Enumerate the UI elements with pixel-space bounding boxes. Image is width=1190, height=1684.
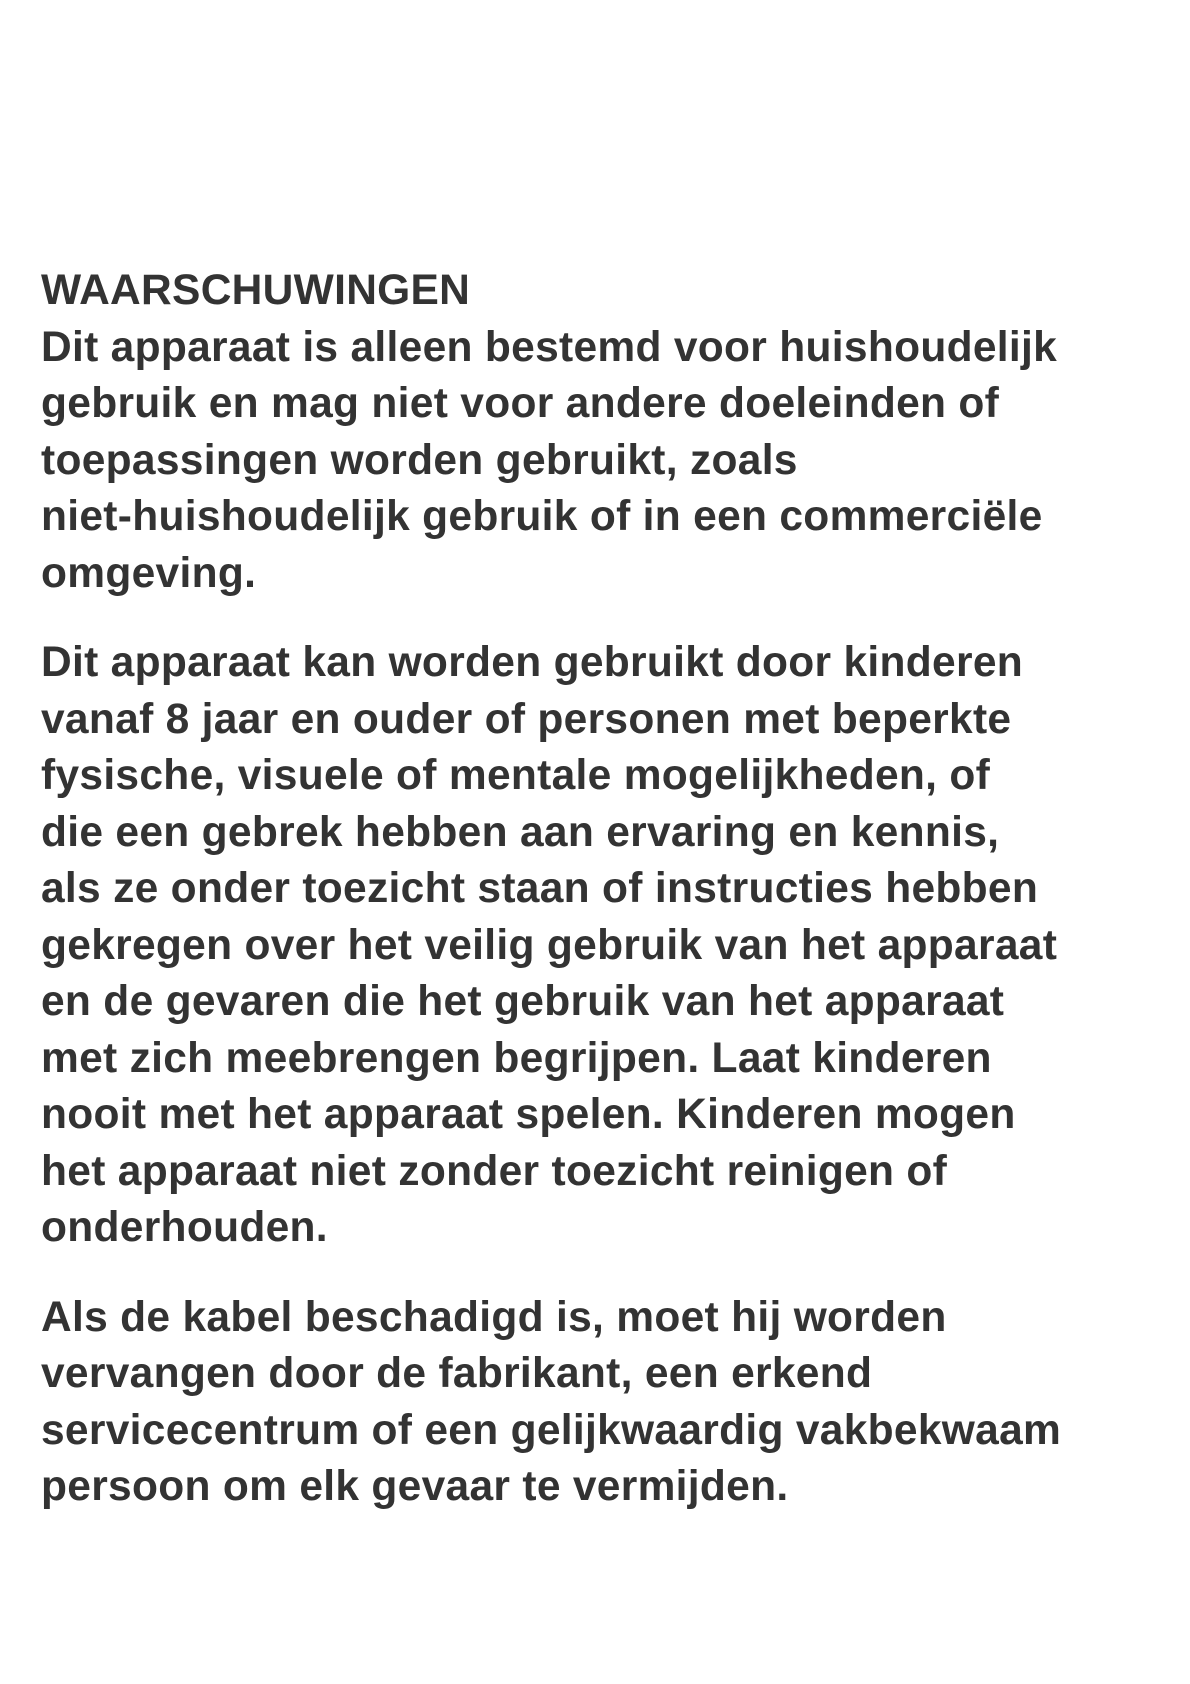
text-line: Dit apparaat kan worden gebruikt door kinderen: [41, 639, 1024, 686]
text-line: het apparaat niet zonder toezicht reinigen of: [41, 1147, 948, 1195]
text-line: vanaf 8 jaar en ouder of personen met beperkte: [41, 695, 1012, 743]
warnings-heading: WAARSCHUWINGEN: [41, 267, 471, 314]
warnings-section: [41, 263, 1151, 1516]
text-line: gekregen over het veilig gebruik van het apparaat: [41, 921, 1058, 969]
text-line: vervangen door de fabrikant, een erkend: [41, 1350, 873, 1397]
text-line: fysische, visuele of mentale mogelijkheden, of: [41, 752, 991, 799]
text-line: niet-huishoudelijk gebruik of in een commerciële: [41, 493, 1043, 540]
text-line: die een gebrek hebben aan ervaring en kennis,: [41, 808, 1000, 856]
text-line: met zich meebrengen begrijpen. Laat kinderen: [41, 1034, 992, 1082]
text-line: servicecentrum of een gelijkwaardig vakbekwaam: [41, 1406, 1062, 1454]
paragraph-damaged-cable: [41, 1290, 1151, 1516]
text-line: omgeving.: [41, 549, 257, 597]
paragraph-household-use: [41, 320, 1151, 603]
text-line: als ze onder toezicht staan of instructies hebben: [41, 865, 1039, 912]
text-line: Dit apparaat is alleen bestemd voor huishoudelijk: [41, 323, 1058, 371]
paragraph-children-supervision: [41, 635, 1151, 1257]
text-line: nooit met het apparaat spelen. Kinderen mogen: [41, 1091, 1016, 1138]
text-line: en de gevaren die het gebruik van het apparaat: [41, 978, 1005, 1025]
text-line: persoon om elk gevaar te vermijden.: [41, 1463, 789, 1510]
text-line: Als de kabel beschadigd is, moet hij worden: [41, 1293, 947, 1341]
text-line: gebruik en mag niet voor andere doeleinden of: [41, 380, 1000, 427]
text-line: onderhouden.: [41, 1204, 328, 1251]
text-line: toepassingen worden gebruikt, zoals: [41, 436, 798, 484]
